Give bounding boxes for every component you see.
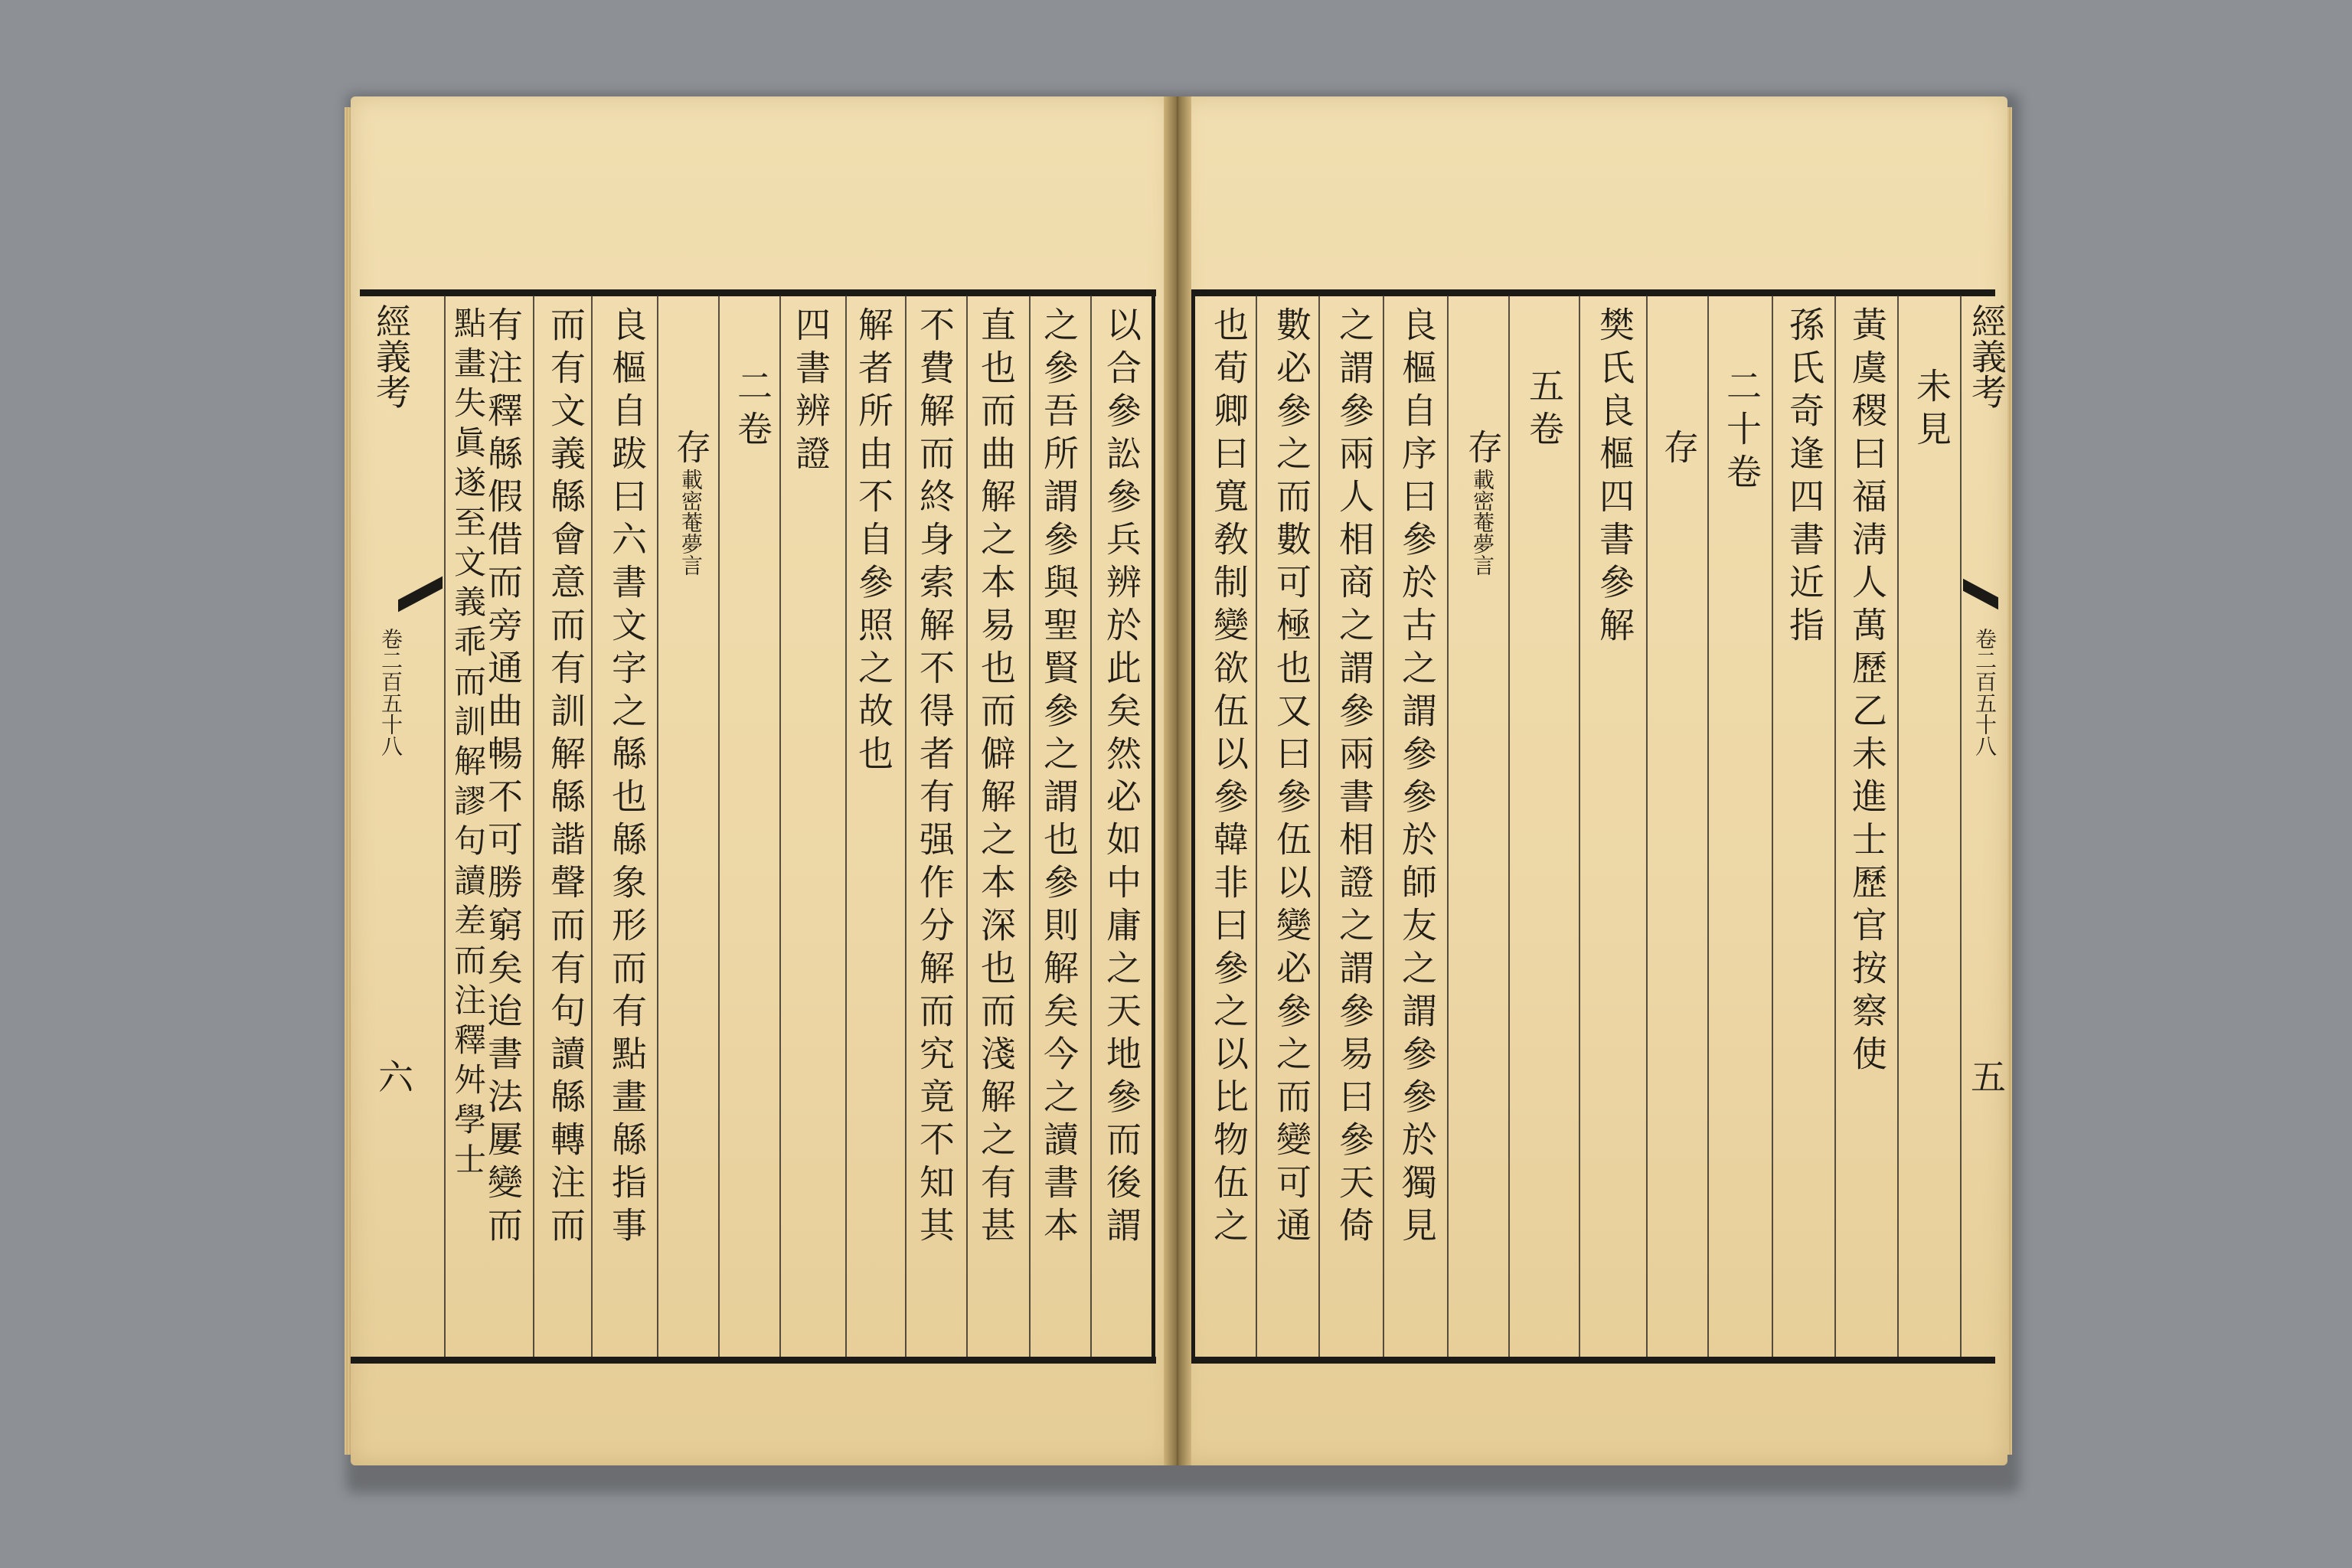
rule [718,296,720,1357]
ch: 直也而曲解之本易也而僻解之本深也而淺解之有甚 [975,306,1017,1250]
left-column-6 [606,306,648,1250]
right-column-cun-1 [1658,429,1700,464]
rule [966,296,968,1357]
rule [1508,296,1510,1357]
ch: 經義考 [371,303,412,409]
ch: 數必參之而數可極也又曰參伍以變必參之而變可通 [1271,306,1312,1250]
ch: 五卷 [1524,368,1565,453]
right-frame-top [1191,289,1995,296]
rule [1772,296,1773,1357]
rule [1707,296,1709,1357]
ch: 載密菴夢言 [678,469,704,576]
right-column-cun-2 [1462,429,1504,576]
ch: 孫氏奇逢四書近指 [1784,306,1825,649]
left-frame-top [360,289,1156,296]
ch: 之參吾所謂參與聖賢參之謂也參則解矣今之讀書本 [1038,306,1080,1250]
right-banxin-rule [1960,296,1962,1357]
right-column-title-sunshi [1784,306,1825,649]
rule [533,296,534,1357]
rule [1090,296,1092,1357]
left-banxin-juan [377,628,404,756]
rule [1897,296,1899,1357]
left-column-7 [545,306,586,1250]
ch: 載密菴夢言 [1470,469,1495,576]
right-column-2 [1396,306,1438,1250]
left-column-5 [853,306,894,778]
right-frame-inner-side [1191,289,1195,1363]
ch: 六 [378,1057,413,1098]
rule [845,296,847,1357]
rule [591,296,593,1357]
ch: 未見 [1911,368,1952,453]
rule [1256,296,1257,1357]
ch: 良樞自跋曰六書文字之緜也緜象形而有點畫緜指事 [606,306,648,1250]
left-column-2 [1038,306,1080,1250]
ch: 以合參訟參兵辨於此矣然必如中庸之天地參而後謂 [1101,306,1142,1250]
left-column-8 [482,306,524,1250]
ch: 四書辨證 [790,306,831,478]
rule [657,296,658,1357]
ch: 有注釋緜假借而旁通曲暢不可勝窮矣迨書法屢變而 [482,306,524,1250]
ch: 二卷 [732,368,773,453]
rule [1447,296,1449,1357]
rule [1579,296,1580,1357]
left-frame-inner-side [1152,289,1155,1363]
rule [1834,296,1836,1357]
ch: 黃虞稷曰福淸人萬歷乙未進士歷官按察使 [1847,306,1888,1078]
left-column-1 [1101,306,1142,1250]
rule [1383,296,1384,1357]
right-banxin-juan [1971,628,1998,756]
ch: 卷二百五十八 [1972,628,1998,756]
right-column-title-fanshi [1594,306,1635,649]
ch: 不費解而終身索解不得者有强作分解而究竟不知其 [914,306,956,1250]
right-column-3 [1334,306,1375,1250]
left-column-cun [671,429,712,576]
right-column-juan-5 [1524,368,1565,453]
right-banxin-title [1966,303,2007,409]
right-column-1 [1847,306,1888,1078]
ch: 樊氏良樞四書參解 [1594,306,1635,649]
rule [1646,296,1648,1357]
right-column-weijian [1911,368,1952,453]
ch: 存 [671,429,712,464]
book-gutter [1164,96,1191,1465]
left-frame-bottom [351,1357,1156,1364]
ch: 點畫失眞遂至文義乖而訓解謬句讀差而注釋舛學士 [449,306,487,1182]
rule [905,296,906,1357]
ch: 存 [1658,429,1700,464]
ch: 卷二百五十八 [378,628,403,756]
ch: 二十卷 [1721,368,1762,496]
ch: 解者所由不自參照之故也 [853,306,894,778]
ch: 也荀卿曰寬敎制變欲伍以參韓非曰參之以比物伍之 [1208,306,1250,1250]
right-column-4 [1271,306,1312,1250]
rule [1029,296,1031,1357]
rule [779,296,781,1357]
ch: 五 [1971,1057,2006,1098]
ch: 經義考 [1966,303,2007,409]
right-banxin-folio [1968,1057,2009,1098]
right-frame-bottom [1191,1357,1995,1364]
rule [1318,296,1320,1357]
left-banxin-folio [375,1057,416,1098]
left-column-3 [975,306,1017,1250]
left-column-juan-count [732,368,773,453]
left-banxin-rule [444,296,446,1357]
left-column-9 [449,306,488,1182]
ch: 而有文義緜會意而有訓解緜諧聲而有句讀緜轉注而 [545,306,586,1250]
ch: 之謂參兩人相商之謂參兩書相證之謂參易曰參天倚 [1334,306,1375,1250]
ch: 良樞自序曰參於古之謂參參於師友之謂參參於獨見 [1396,306,1438,1250]
right-column-juan-20 [1721,368,1762,496]
ch: 存 [1462,429,1504,464]
left-column-title-sishu-bianzheng [790,306,831,478]
left-column-4 [914,306,956,1250]
left-banxin-title [371,303,412,409]
right-column-5 [1208,306,1250,1250]
